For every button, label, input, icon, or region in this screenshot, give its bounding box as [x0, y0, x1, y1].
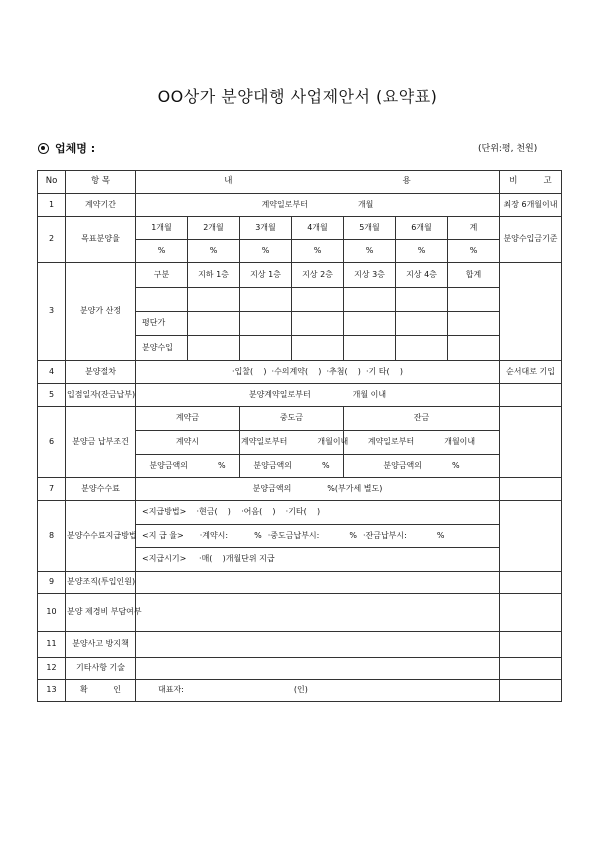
- proposal-summary-table: [37, 170, 562, 702]
- document-title: OO상가 분양대행 사업제안서 (요약표): [157, 87, 438, 106]
- item-payment-terms: 분양금 납부조건: [66, 407, 136, 478]
- item-accident-prevention: 분양사고 방지책: [66, 632, 136, 658]
- percent-cell[interactable]: %: [448, 240, 500, 263]
- table-row: 13 확 인 대표자: (인): [38, 680, 562, 702]
- signature-field[interactable]: 대표자: (인): [136, 680, 500, 702]
- item-commission: 분양수수료: [66, 478, 136, 501]
- table-row: 7 분양수수료 분양금액의 %(부가세 별도): [38, 478, 562, 501]
- item-expense-burden: 분양 제경비 부담여부: [66, 594, 136, 632]
- item-commission-payment: 분양수수료지급방법: [66, 501, 136, 572]
- percent-cell[interactable]: %: [136, 240, 188, 263]
- remark-sales-procedure: 순서대로 기입: [500, 361, 562, 384]
- header-content: 내 용: [136, 171, 500, 194]
- remark-contract-period: 최장 6개월이내: [500, 194, 562, 217]
- header-row: [38, 171, 562, 194]
- table-row: 8 분양수수료지급방법 <지급방법> ·현금( ) ·어음( ) ·기타( ): [38, 501, 562, 525]
- item-move-in-date: 입점일자(잔금납부): [66, 384, 136, 407]
- remark-price-calc[interactable]: [500, 263, 562, 361]
- sales-procedure-field[interactable]: ·입찰( ) ·수의계약( ) ·추첨( ) ·기 타( ): [136, 361, 500, 384]
- payment-timing-line[interactable]: <지급시기> ·매( )개월단위 지급: [136, 548, 500, 572]
- item-confirmation: 확 인: [66, 680, 136, 702]
- commission-field[interactable]: 분양금액의 %(부가세 별도): [136, 478, 500, 501]
- percent-cell[interactable]: %: [240, 240, 292, 263]
- table-row: 분양수입: [38, 336, 562, 361]
- table-row: 9 분양조직(투입인원): [38, 572, 562, 594]
- remark-target-rate: 분양수입금기준: [500, 217, 562, 263]
- table-row: 분양금액의 % 분양금액의 % 분양금액의 %: [38, 455, 562, 478]
- item-sales-procedure: 분양절차: [66, 361, 136, 384]
- table-row: 10 분양 제경비 부담여부: [38, 594, 562, 632]
- table-row: 11 분양사고 방지책: [38, 632, 562, 658]
- item-target-rate: 목표분양율: [66, 217, 136, 263]
- percent-cell[interactable]: %: [344, 240, 396, 263]
- header-remark: 비 고: [500, 171, 562, 194]
- unit-note: (단위:평, 천원): [478, 144, 538, 154]
- item-contract-period: 계약기간: [66, 194, 136, 217]
- bullet-icon: [38, 143, 49, 154]
- table-row: 3 분양가 산정 구분 지하 1층 지상 1층 지상 2층 지상 3층 지상 4층 합계: [38, 263, 562, 288]
- move-in-date-field[interactable]: 분양계약일로부터 개월 이내: [136, 384, 500, 407]
- table-row: 2 목표분양율 1개월 2개월 3개월 4개월 5개월 6개월 계 분양수입금기준: [38, 217, 562, 240]
- item-sales-organization: 분양조직(투입인원): [66, 572, 136, 594]
- company-label: 업체명 :: [55, 142, 96, 155]
- payment-method-line[interactable]: <지급방법> ·현금( ) ·어음( ) ·기타( ): [136, 501, 500, 525]
- item-other-notes: 기타사항 기술: [66, 658, 136, 680]
- payment-rate-line[interactable]: <지 급 율> ·계약시: % ·중도금납부시: % ·잔금납부시: %: [136, 525, 500, 548]
- company-label-row: [38, 140, 95, 156]
- table-row: 6 분양금 납부조건 계약금 중도금 잔금: [38, 407, 562, 431]
- percent-cell[interactable]: %: [396, 240, 448, 263]
- contract-period-field[interactable]: 계약일로부터 개월: [136, 194, 500, 217]
- table-row: 계약시 계약일로부터 개월이내 계약일로부터 개월이내: [38, 431, 562, 455]
- header-item: 항 목: [66, 171, 136, 194]
- percent-cell[interactable]: %: [188, 240, 240, 263]
- table-row: 5 입점일자(잔금납부) 분양계약일로부터 개월 이내: [38, 384, 562, 407]
- header-no: No: [38, 171, 66, 194]
- table-row: 1 계약기간 계약일로부터 개월 최장 6개월이내: [38, 194, 562, 217]
- table-row: 12 기타사항 기술: [38, 658, 562, 680]
- table-row: 평단가: [38, 312, 562, 336]
- item-price-calc: 분양가 산정: [66, 263, 136, 361]
- table-row: 4 분양절차 ·입찰( ) ·수의계약( ) ·추첨( ) ·기 타( ) 순서대로 기입: [38, 361, 562, 384]
- percent-cell[interactable]: %: [292, 240, 344, 263]
